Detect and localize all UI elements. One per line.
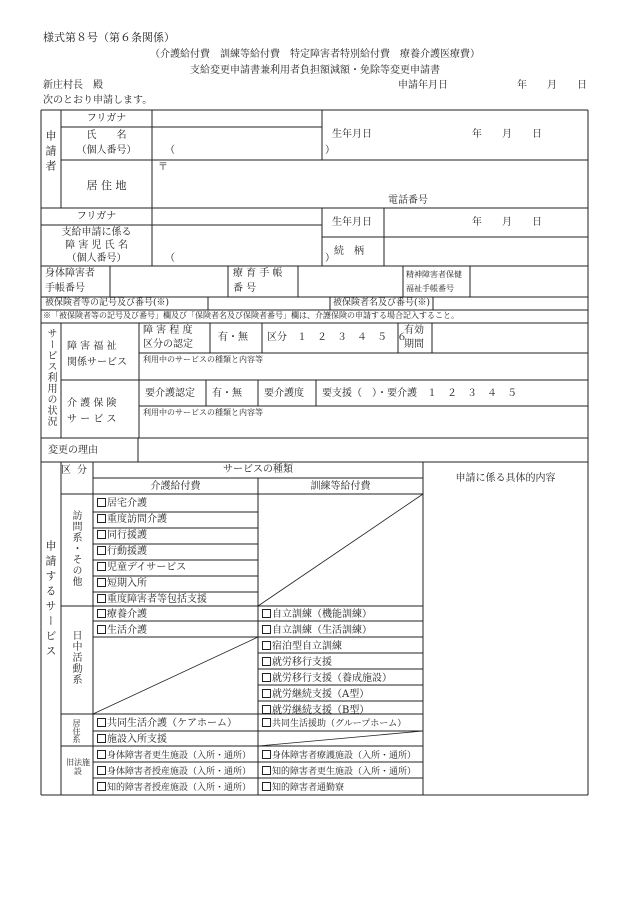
service-checkbox-row[interactable] bbox=[97, 578, 147, 589]
service-checkbox-row[interactable] bbox=[262, 641, 342, 652]
service-checkbox-row[interactable] bbox=[97, 750, 251, 761]
care-service-label-2: サ ー ビ ス bbox=[67, 414, 117, 425]
change-reason-label: 変更の理由 bbox=[48, 445, 98, 456]
form-number: 様式第８号（第６条関係） bbox=[43, 31, 175, 44]
checkbox[interactable] bbox=[97, 546, 106, 555]
service-label: 知的障害者通勤寮 bbox=[272, 783, 345, 793]
checkbox[interactable] bbox=[262, 641, 271, 650]
service-checkbox-row[interactable] bbox=[97, 766, 251, 777]
service-checkbox-row[interactable] bbox=[262, 609, 372, 620]
service-label: 療養介護 bbox=[107, 609, 147, 620]
care-benefit-header: 介護給付費 bbox=[150, 481, 201, 492]
service-label: 施設入所支援 bbox=[107, 734, 167, 745]
service-label: 自立訓練（機能訓練） bbox=[272, 609, 372, 620]
service-checkbox-row[interactable] bbox=[262, 657, 332, 668]
checkbox[interactable] bbox=[97, 734, 106, 743]
service-label: 就労継続支援（A型） bbox=[272, 689, 370, 700]
child-furigana-label: フリガナ bbox=[76, 211, 117, 222]
mental-handbook-label-1: 精神障害者保健 bbox=[406, 270, 462, 279]
disability-level-label-2: 区分の認定 bbox=[143, 339, 193, 350]
service-checkbox-row[interactable] bbox=[97, 546, 147, 557]
care-service-label-1: 介 護 保 険 bbox=[67, 398, 117, 409]
checkbox[interactable] bbox=[262, 657, 271, 666]
checkbox[interactable] bbox=[97, 609, 106, 618]
requested-services-label: 申請するサービス bbox=[44, 540, 57, 660]
physical-handbook-label-2: 手帳番号 bbox=[45, 283, 85, 294]
service-checkbox-row[interactable] bbox=[262, 689, 369, 700]
checkbox[interactable] bbox=[97, 514, 106, 523]
intro-text: 次のとおり申請します。 bbox=[43, 95, 153, 106]
checkbox[interactable] bbox=[262, 689, 271, 698]
application-date-label: 申請年月日 bbox=[398, 80, 448, 91]
service-label: 身体障害者授産施設（入所・通所） bbox=[107, 767, 252, 777]
visit-category-label: 訪問系・その他 bbox=[70, 510, 81, 587]
checkbox[interactable] bbox=[262, 673, 271, 682]
day-category-label: 日中活動系 bbox=[70, 630, 81, 685]
service-checkbox-row[interactable] bbox=[97, 625, 147, 636]
applicant-birthdate-field[interactable]: 年 月 日 bbox=[472, 129, 542, 140]
form-title: 支給変更申請書兼利用者負担額減額・免除等変更申請書 bbox=[190, 65, 440, 76]
application-date-field[interactable]: 年 月 日 bbox=[517, 80, 587, 91]
valid-period-label-2: 期間 bbox=[404, 339, 424, 350]
care-level-options[interactable]: 要支援（ ）・要介護 １ ２ ３ ４ ５ bbox=[322, 388, 517, 399]
checkbox[interactable] bbox=[97, 578, 106, 587]
service-label: 知的障害者更生施設（入所・通所） bbox=[272, 767, 417, 777]
service-checkbox-row[interactable] bbox=[97, 734, 167, 745]
checkbox[interactable] bbox=[97, 594, 106, 603]
valid-period-label-1: 有効 bbox=[404, 325, 424, 336]
checkbox[interactable] bbox=[262, 609, 271, 618]
checkbox[interactable] bbox=[97, 625, 106, 634]
applicant-id-label: （個人番号） bbox=[76, 145, 137, 156]
service-label: 短期入所 bbox=[107, 578, 147, 589]
applicant-section-label: 申請者 bbox=[44, 130, 57, 175]
service-label: 宿泊型自立訓練 bbox=[272, 641, 342, 652]
checkbox[interactable] bbox=[97, 562, 106, 571]
checkbox[interactable] bbox=[262, 782, 271, 791]
child-name-label-1: 支給申請に係る bbox=[61, 227, 132, 238]
applicant-name-label: 氏 名 bbox=[86, 130, 127, 141]
addressee: 新庄村長 殿 bbox=[43, 80, 103, 91]
service-label: 同行援護 bbox=[107, 530, 147, 541]
welfare-service-label-1: 障 害 福 祉 bbox=[67, 341, 117, 352]
child-birthdate-label: 生年月日 bbox=[332, 217, 372, 228]
training-benefit-header: 訓練等給付費 bbox=[310, 481, 371, 492]
service-checkbox-row[interactable] bbox=[97, 498, 147, 509]
welfare-services-in-use: 利用中のサービスの種類と内容等 bbox=[143, 355, 263, 364]
checkbox[interactable] bbox=[97, 718, 106, 727]
relation-label: 続 柄 bbox=[334, 246, 364, 257]
applicant-birthdate-label: 生年月日 bbox=[332, 129, 372, 140]
child-id-label: （個人番号） bbox=[66, 253, 127, 264]
rehab-handbook-label-2: 番 号 bbox=[233, 283, 257, 294]
applicant-furigana-label: フリガナ bbox=[86, 113, 127, 124]
service-label: 就労移行支援（養成施設） bbox=[272, 673, 392, 684]
old-law-category-label: 旧法施設 bbox=[66, 758, 90, 776]
insurance-note: ※「被保険者等の記号及び番号」欄及び「保険者名及び保険者番号」欄は、介護保険の申請する場合記入すること。 bbox=[43, 311, 459, 320]
service-checkbox-row[interactable] bbox=[262, 766, 416, 777]
disability-yes-no[interactable]: 有・無 bbox=[218, 332, 248, 343]
checkbox[interactable] bbox=[97, 498, 106, 507]
residence-category-label: 居住系 bbox=[72, 719, 81, 743]
service-checkbox-row[interactable] bbox=[262, 718, 406, 729]
child-birthdate-field[interactable]: 年 月 日 bbox=[472, 217, 542, 228]
service-checkbox-row[interactable] bbox=[262, 750, 416, 761]
service-checkbox-row[interactable] bbox=[97, 718, 237, 729]
service-label: 共同生活援助（グループホーム） bbox=[272, 719, 407, 729]
service-label: 重度訪問介護 bbox=[107, 514, 167, 525]
phone-label: 電話番号 bbox=[388, 195, 428, 206]
child-id-field[interactable]: （ ） bbox=[165, 253, 335, 264]
service-checkbox-row[interactable] bbox=[262, 625, 372, 636]
service-checkbox-row[interactable] bbox=[262, 705, 369, 716]
benefit-types-line: （介護給付費 訓練等給付費 特定障害者特別給付費 療養介護医療費） bbox=[150, 49, 480, 60]
details-header: 申請に係る具体的内容 bbox=[455, 473, 556, 484]
service-label: 自立訓練（生活訓練） bbox=[272, 625, 372, 636]
physical-handbook-label-1: 身体障害者 bbox=[45, 268, 95, 279]
rehab-handbook-label-1: 療 育 手 帳 bbox=[233, 268, 283, 279]
checkbox[interactable] bbox=[97, 750, 106, 759]
applicant-id-field[interactable]: （ ） bbox=[165, 145, 335, 156]
category-header: 区分 bbox=[61, 465, 93, 476]
care-level-label: 要介護度 bbox=[264, 388, 304, 399]
child-name-label-2: 障 害 児 氏 名 bbox=[65, 240, 128, 251]
service-checkbox-row[interactable] bbox=[97, 594, 207, 605]
service-label: 身体障害者療護施設（入所・通所） bbox=[272, 751, 417, 761]
mental-handbook-label-2: 福祉手帳番号 bbox=[406, 284, 454, 293]
service-label: 共同生活介護（ケアホーム） bbox=[107, 718, 237, 729]
service-checkbox-row[interactable] bbox=[97, 609, 147, 620]
service-label: 行動援護 bbox=[107, 546, 147, 557]
service-label: 児童デイサービス bbox=[107, 562, 187, 573]
checkbox[interactable] bbox=[262, 625, 271, 634]
insurer-name-label: 被保険者名及び番号(※) bbox=[333, 298, 431, 308]
service-checkbox-row[interactable] bbox=[97, 782, 251, 793]
service-label: 重度障害者等包括支援 bbox=[107, 594, 207, 605]
checkbox[interactable] bbox=[262, 705, 271, 714]
service-checkbox-row[interactable] bbox=[97, 514, 167, 525]
service-label: 知的障害者授産施設（入所・通所） bbox=[107, 783, 252, 793]
checkbox[interactable] bbox=[262, 766, 271, 775]
postal-mark: 〒 bbox=[158, 162, 168, 173]
disability-level-options[interactable]: 区分 １ ２ ３ ４ ５ ６ bbox=[267, 332, 407, 343]
insured-number-label: 被保険者等の記号及び番号(※) bbox=[45, 298, 170, 308]
checkbox[interactable] bbox=[97, 766, 106, 775]
welfare-service-label-2: 関係サービス bbox=[67, 357, 127, 368]
checkbox[interactable] bbox=[97, 782, 106, 791]
service-checkbox-row[interactable] bbox=[97, 530, 147, 541]
disability-level-label-1: 障 害 程 度 bbox=[143, 325, 193, 336]
service-checkbox-row[interactable] bbox=[262, 673, 392, 684]
service-label: 就労移行支援 bbox=[272, 657, 332, 668]
checkbox[interactable] bbox=[262, 718, 271, 727]
checkbox[interactable] bbox=[97, 530, 106, 539]
care-cert-yes-no[interactable]: 有・無 bbox=[212, 388, 242, 399]
care-cert-label: 要介護認定 bbox=[145, 388, 195, 399]
service-label: 就労継続支援（B型） bbox=[272, 705, 370, 716]
care-services-in-use: 利用中のサービスの種類と内容等 bbox=[143, 408, 263, 417]
service-status-label: サービス利用の状況 bbox=[45, 328, 56, 427]
service-checkbox-row[interactable] bbox=[97, 562, 186, 573]
service-label: 居宅介護 bbox=[107, 498, 147, 509]
service-label: 生活介護 bbox=[107, 625, 147, 636]
checkbox[interactable] bbox=[262, 750, 271, 759]
service-label: 身体障害者更生施設（入所・通所） bbox=[107, 751, 252, 761]
service-checkbox-row[interactable] bbox=[262, 782, 344, 793]
service-types-header: サービスの種類 bbox=[223, 464, 293, 475]
applicant-address-label: 居 住 地 bbox=[86, 179, 127, 192]
